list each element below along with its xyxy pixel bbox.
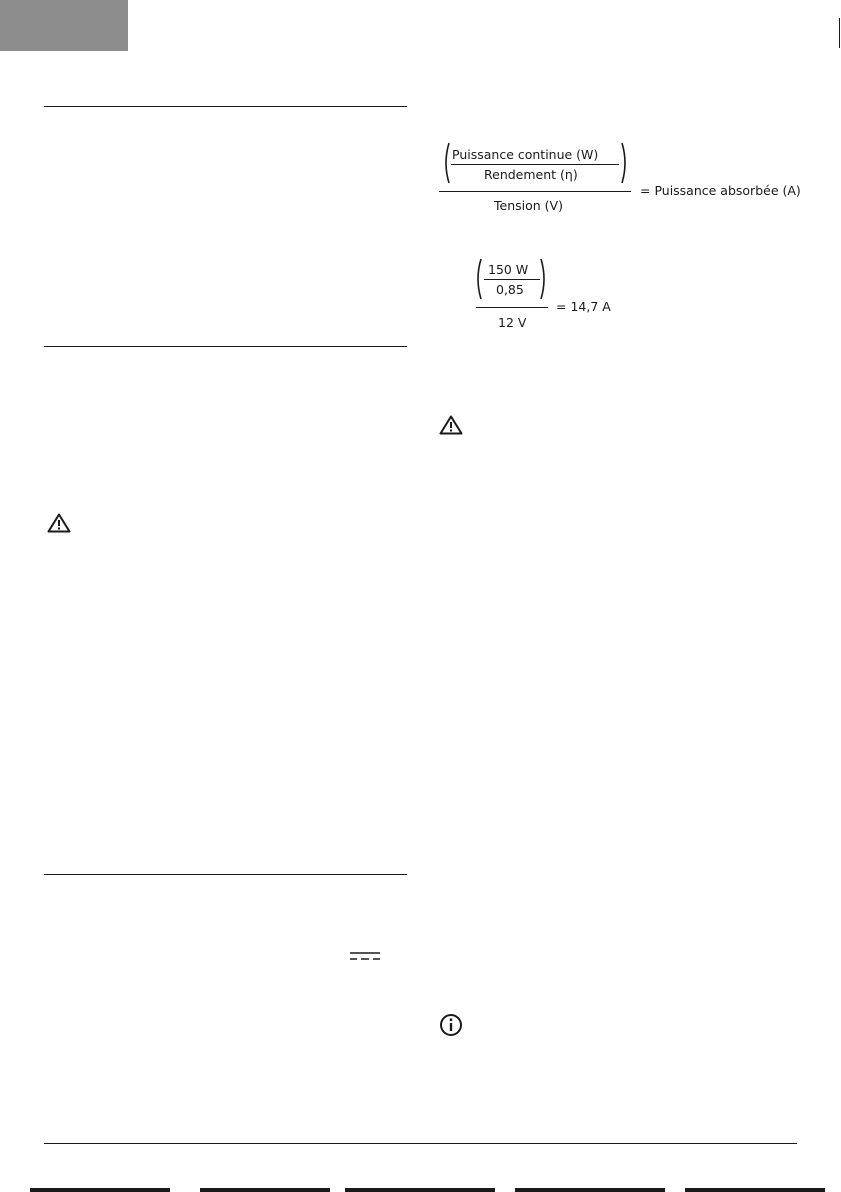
section-divider-3 — [44, 874, 407, 875]
crop-mark — [685, 1188, 825, 1192]
formula-numerator: Puissance continue (W) — [452, 147, 599, 162]
right-parenthesis — [621, 142, 629, 184]
crop-mark — [515, 1188, 665, 1192]
section-divider-2 — [44, 346, 407, 347]
footer-divider — [44, 1143, 797, 1144]
crop-mark — [345, 1188, 495, 1192]
example-efficiency: 0,85 — [496, 282, 524, 297]
crop-mark — [200, 1188, 330, 1192]
section-divider-1 — [44, 106, 407, 107]
right-parenthesis — [540, 258, 548, 300]
left-parenthesis — [442, 142, 450, 184]
example-numerator: 150 W — [488, 262, 529, 277]
crop-mark — [30, 1188, 170, 1192]
crop-mark — [839, 18, 840, 48]
warning-icon — [439, 415, 463, 435]
formula-main-fraction-line — [439, 191, 631, 192]
section-tab — [0, 0, 128, 51]
example-inner-fraction-line — [484, 279, 540, 280]
left-parenthesis — [474, 258, 482, 300]
example-denominator: 12 V — [498, 315, 527, 330]
formula-result: = Puissance absorbée (A) — [640, 183, 801, 198]
formula-efficiency: Rendement (η) — [484, 167, 578, 182]
example-main-fraction-line — [476, 307, 548, 308]
formula-inner-fraction-line — [451, 164, 619, 165]
direct-current-symbol-icon — [349, 951, 381, 961]
formula-denominator: Tension (V) — [494, 198, 563, 213]
warning-icon — [47, 513, 71, 533]
info-icon — [439, 1013, 463, 1037]
example-result: = 14,7 A — [556, 299, 611, 314]
